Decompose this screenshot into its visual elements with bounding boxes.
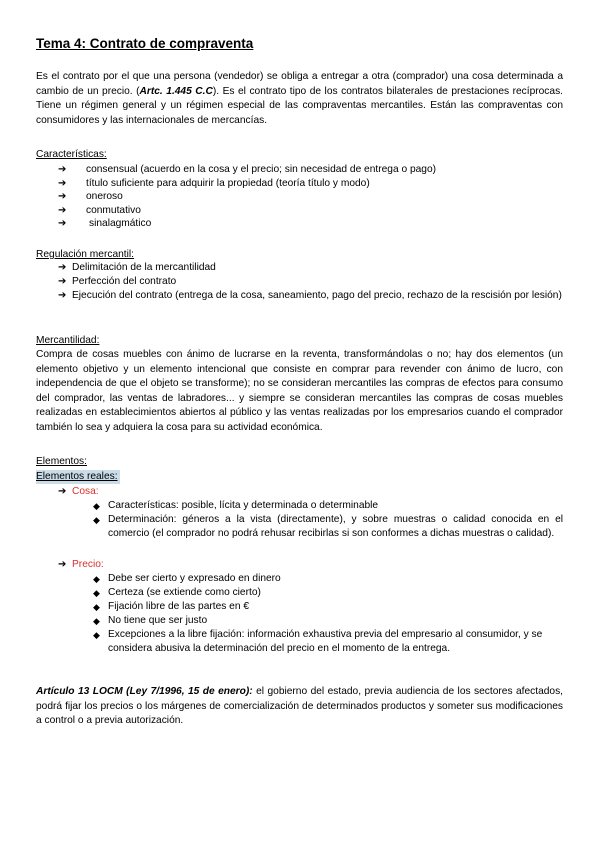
arrow-icon: ➔ [58,290,67,301]
arrow-icon: ➔ [58,276,67,287]
arrow-icon: ➔ [58,559,67,570]
list-item: Certeza (se extiende como cierto) [108,587,261,598]
elementos-heading: Elementos: [36,456,87,467]
articulo-reference: Artículo 13 LOCM (Ley 7/1996, 15 de enero): [36,686,253,697]
list-item: título suficiente para adquirir la propiedad (teoría título y modo) [86,178,370,189]
list-item: oneroso [86,191,123,202]
intro-legal-reference: Artc. 1.445 C.C [139,85,213,97]
regulacion-heading: Regulación mercantil: [36,249,134,260]
arrow-icon: ➔ [58,205,67,216]
list-item: No tiene que ser justo [108,615,208,626]
diamond-bullet-icon: ◆ [93,616,100,626]
articulo-paragraph [36,685,563,729]
diamond-bullet-icon: ◆ [93,630,100,640]
list-item: consensual (acuerdo en la cosa y el precio; sin necesidad de entrega o pago) [86,164,436,175]
list-item: sinalagmático [89,218,152,229]
list-item: Perfección del contrato [72,276,177,287]
caracteristicas-heading: Características: [36,149,107,160]
intro-text-2: ). Es el contrato tipo de los contratos bilaterales de prestaciones recíprocas. Tiene un régimen general y un régimen especial de las compraventas mercantiles. Están las compraventas con consumidores y las internacionales de mercancías. [36,85,563,126]
list-item: Características: posible, lícita y determinada o determinable [108,500,379,511]
diamond-bullet-icon: ◆ [93,574,100,584]
diamond-bullet-icon: ◆ [93,602,100,612]
arrow-icon: ➔ [58,218,67,229]
list-item: Ejecución del contrato (entrega de la cosa, saneamiento, pago del precio, rechazo de la rescisión por lesión) [72,290,562,301]
precio-label: Precio: [72,559,104,570]
list-item: Debe ser cierto y expresado en dinero [108,573,281,584]
diamond-bullet-icon: ◆ [93,588,100,598]
arrow-icon: ➔ [58,178,67,189]
intro-text-1: Es el contrato por el que una persona (vendedor) se obliga a entregar a otra (comprador) una cosa determinada a cambio de un precio. ( [36,71,563,97]
page-title: Tema 4: Contrato de compraventa [36,36,254,51]
articulo-text: el gobierno del estado, previa audiencia de los sectores afectados, podrá fijar los precios o los márgenes de comercialización de determinados productos y someter sus modificaciones a control o a previa autorización. [36,686,563,727]
mercantilidad-heading: Mercantilidad: [36,335,100,346]
mercantilidad-paragraph: Compra de cosas muebles con ánimo de lucrarse en la reventa, transformándolas o no; hay dos elementos (un elemento objetivo y un elemento intencional que consiste en comprar para revender con ánimo de lucro, con independencia de que el objeto se transforme); no se consideran mercantiles las compras de efectos para consumo del comprador, las ventas de labradores... y siempre se consideran mercantiles las compras de cosas muebles realizadas en establecimientos abiertos al público y las ventas realizadas por los empresarios cuando el comprador también lo sea y adquiera la cosa para su actividad económica. [36,349,563,433]
list-item: Delimitación de la mercantilidad [72,262,216,273]
arrow-icon: ➔ [58,262,67,273]
arrow-icon: ➔ [58,191,67,202]
elementos-reales-heading: Elementos reales: [36,471,118,482]
arrow-icon: ➔ [58,164,67,175]
intro-paragraph [36,70,563,128]
cosa-label: Cosa: [72,486,99,497]
list-item: Determinación: géneros a la vista (directamente), y sobre muestras o calidad conocida en el comercio (el comprador no podrá rehusar recibirlas si son conformes a dichas muestras o calidad). [108,514,563,539]
diamond-bullet-icon: ◆ [93,501,100,511]
list-item: conmutativo [86,205,141,216]
list-item: Fijación libre de las partes en € [108,601,250,612]
diamond-bullet-icon: ◆ [93,515,100,525]
list-item: Excepciones a la libre fijación: información exhaustiva previa del empresario al consumidor, y se considera abusiva la determinación del precio en el momento de la entrega. [108,629,543,654]
arrow-icon: ➔ [58,486,67,497]
